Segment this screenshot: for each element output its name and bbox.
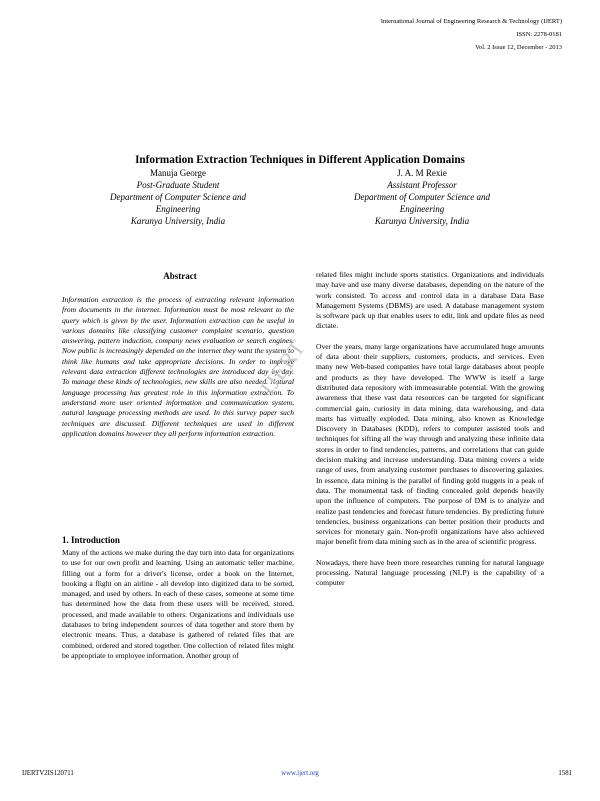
author-department: Department of Computer Science and (354, 192, 490, 202)
paragraph: Nowadays, there have been more researches running for natural language processing. Natural language processing (NLP) is the capability of a computer (316, 557, 544, 588)
author-affiliation: Karunya University, India (374, 216, 470, 226)
author-department: Department of Computer Science and (110, 192, 246, 202)
footer-page-number: 1581 (558, 770, 572, 777)
right-column (316, 270, 544, 599)
paragraph: related files might include sports statistics. Organizations and individuals may have and use many diverse databases, depending on the nature of the work consisted. To access and control data in a database Data Base Management Systems (DBMS) are used. A database management system is software pack up that enables users to edit, link and update files as need dictate. (316, 270, 544, 331)
journal-name: International Journal of Engineering Research & Technology (IJERT) (380, 18, 562, 25)
volume-issue: Vol. 2 Issue 12, December - 2013 (475, 44, 562, 51)
abstract-heading: Abstract (163, 271, 197, 281)
introduction-heading: 1. Introduction (62, 535, 120, 545)
author-block-1 (88, 167, 268, 227)
author-department-cont: Engineering (399, 204, 445, 214)
footer-website-link[interactable]: www.ijert.org (281, 770, 319, 777)
author-role: Assistant Professor (387, 180, 457, 190)
author-affiliation: Karunya University, India (130, 216, 226, 226)
author-name: Manuja George (149, 168, 207, 178)
paragraph: Over the years, many large organizations have accumulated huge amounts of data about their suppliers, customers, products, and services. Even many new Web-based companies have total large databases about people and products as they have developed. The WWW is itself a large distributed data repository with immeasurable potential. With the growing awareness that these vast data resources can be targeted for significant commercial gain, curiosity in data mining, data warehousing, and data marts has virtually exploded. Data mining, also known as Knowledge Discovery in Databases (KDD), refers to computer assisted tools and techniques for sifting all the way through and analyzing these infinite data stores in order to find tendencies, patterns, and correlations that can guide decision making and increase understanding. Data mining covers a wide range of uses, from analyzing customer purchases to discovering galaxies. In essence, data mining is the parallel of finding gold nuggets in a peak of data. The monumental task of finding concealed gold depends heavily upon the influence of computers. The purpose of DM is to analyze and realize past tendencies and forecast future tendencies. By predicting future tendencies, business organizations can better position their products and services for monetary gain. Non-profit organizations have also achieved major benefit from data mining such as in the area of scientific progress. (316, 341, 544, 547)
author-name: J. A. M Rexie (397, 168, 447, 178)
issn: ISSN: 2278-0181 (516, 31, 562, 38)
author-role: Post-Graduate Student (136, 180, 220, 190)
footer-paper-id: IJERTV2IS120711 (22, 770, 74, 777)
watermark: IJERT (255, 334, 311, 400)
author-block-2 (330, 167, 514, 227)
author-department-cont: Engineering (155, 204, 201, 214)
abstract-body: Information extraction is the process of extracting relevant information from documents in the internet. Information must be most relevant to the query which is given by the user. Information extraction can be useful in various domains like classifying customer complaint scenario, question answering, pattern induction, company news evaluation or search engines. Now public is increasingly depended on the internet they want the system to think like humans and take appropriate decisions. In order to improve relevant data extraction different technologies are introduced day by day. To manage these kinds of technologies, new skills are also needed. Natural language processing has greatest role in this information extraction. To understand more user oriented information and communication system, natural language processing methods are used. In this survey paper such techniques are discussed. Different techniques are used in different application domains however they all perform information extraction. (62, 295, 294, 438)
paper-title: Information Extraction Techniques in Different Application Domains (135, 154, 465, 166)
introduction-body: Many of the actions we make during the day turn into data for organizations to use for our own profit and learning. Using an automatic teller machine, filling out a form for a driver's license, order a book on the Internet, booking a flight on an airline - all develop into digitized data to be sorted, managed, and used by others. In each of these cases, someone at some time has determined how the data from these users will be received, stored, processed, and made available to others. Organizations and individuals use databases to bring independent sources of data together and store them by electronic means. Thus, a database is gathered of related files that are combined, ordered and stored together. One collection of related files might be appropriate to employee information. Another group of (62, 548, 294, 660)
